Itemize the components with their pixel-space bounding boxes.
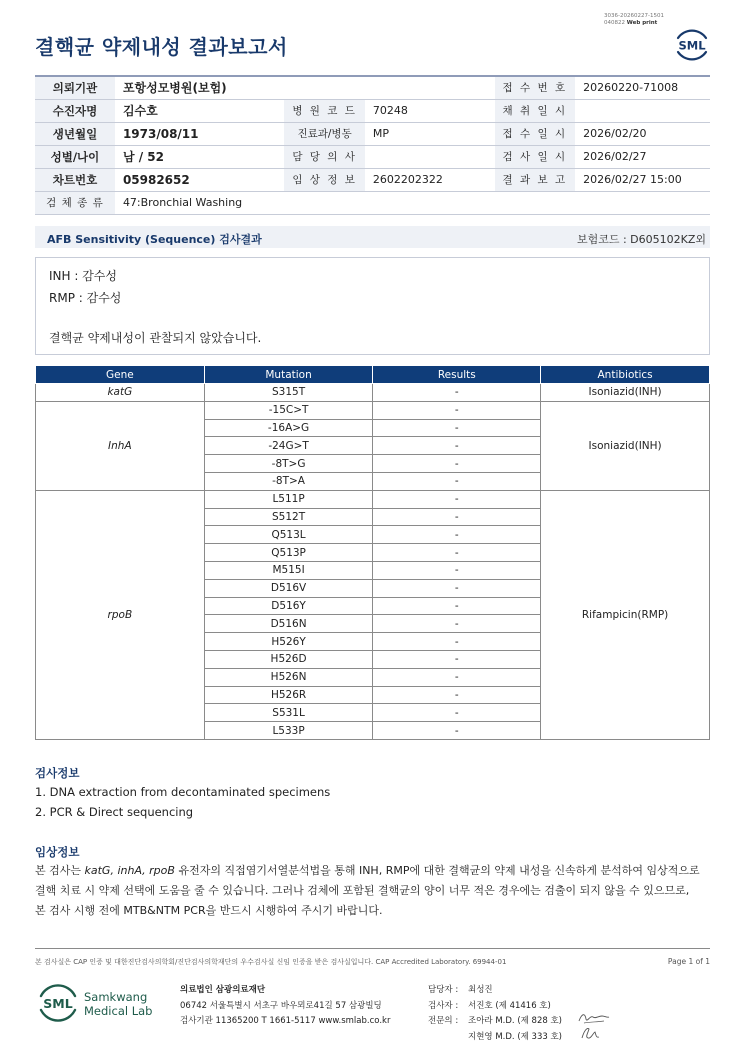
mutation-cell: D516Y (204, 597, 373, 615)
patient-name: 김수호 (115, 99, 284, 122)
chart-number: 05982652 (115, 168, 284, 191)
label-chart-number: 차트번호 (35, 168, 115, 191)
header-mutation: Mutation (204, 366, 373, 384)
hospital-code: 70248 (365, 99, 495, 122)
organization-info (180, 983, 390, 1030)
clinical-line3: 본 검사 시행 전에 MTB&NTM PCR을 반드시 시행하여 주시기 바랍니다. (35, 904, 383, 917)
resistance-conclusion: 결핵균 약제내성이 관찰되지 않았습니다. (49, 331, 262, 345)
result-cell: - (373, 686, 541, 704)
label-physician: 담 당 의 사 (284, 145, 365, 168)
result-cell: - (373, 650, 541, 668)
result-cell: - (373, 561, 541, 579)
clinical-info-text (35, 861, 700, 921)
mutation-cell: H526D (204, 650, 373, 668)
label-department: 진료과/병동 (284, 122, 365, 145)
table-row (36, 384, 710, 402)
staff-role: 전문의 : (428, 1016, 459, 1026)
mutation-cell: S531L (204, 704, 373, 722)
mutation-cell: -15C>T (204, 401, 373, 419)
staff-name: 지현영 M.D. (제 333 호) (468, 1031, 563, 1042)
logo-mark-text: SML (43, 996, 73, 1011)
result-summary-box (35, 257, 710, 355)
result-cell: - (373, 633, 541, 651)
samkwang-logo-icon (38, 982, 158, 1024)
org-name: 의료법인 삼광의료재단 (180, 985, 266, 995)
print-code (604, 13, 664, 26)
result-cell: - (373, 722, 541, 740)
result-cell: - (373, 668, 541, 686)
label-specimen-type: 검 체 종 류 (35, 191, 115, 214)
clinical-line1-prefix: 본 검사는 (35, 864, 85, 877)
org-contact: 검사기관 11365200 T 1661-5117 www.smlab.co.kr (180, 1016, 391, 1026)
logo-line2: Medical Lab (84, 1004, 153, 1018)
gene-cell: InhA (36, 401, 205, 490)
staff-role: 검사자 : (428, 1000, 459, 1011)
label-clinical-info: 임 상 정 보 (284, 168, 365, 191)
signature-1-icon (576, 1010, 610, 1026)
mutation-table (35, 365, 710, 740)
receipt-number: 20260220-71008 (575, 76, 710, 99)
accreditation-note: 본 검사실은 CAP 인증 및 대한진단검사의학회/진단검사의학재단의 우수검사실 신임 인증을 받은 검사실입니다. CAP Accredited Laboratory. 69944-01 (35, 958, 507, 966)
web-print-label: Web print (626, 19, 658, 26)
mutation-cell: Q513L (204, 526, 373, 544)
mutation-cell: L511P (204, 490, 373, 508)
test-info-item: 2. PCR & Direct sequencing (35, 805, 194, 819)
result-cell: - (373, 455, 541, 473)
sml-badge-text: SML (678, 38, 706, 53)
test-info-list (35, 782, 330, 822)
print-code-line2: 040822 (604, 19, 625, 26)
result-cell: - (373, 704, 541, 722)
mutation-cell: -8T>G (204, 455, 373, 473)
department: MP (365, 122, 495, 145)
info-row-2 (35, 99, 710, 122)
specimen-type: 47:Bronchial Washing (115, 191, 710, 214)
receipt-datetime: 2026/02/20 (575, 122, 710, 145)
birth-date: 1973/08/11 (115, 122, 284, 145)
result-cell: - (373, 490, 541, 508)
physician (365, 145, 495, 168)
gene-cell: rpoB (36, 490, 205, 739)
label-receipt-datetime: 접 수 일 시 (495, 122, 576, 145)
org-address: 06742 서울특별시 서초구 바우뫼로41길 57 삼광빌딩 (180, 1000, 382, 1011)
mutation-cell: H526Y (204, 633, 373, 651)
info-row-6 (35, 191, 710, 214)
test-date: 2026/02/27 (575, 145, 710, 168)
info-row-5 (35, 168, 710, 191)
insurance-code: 보험코드 : D605102KZ외 (576, 233, 706, 246)
patient-info-table (35, 75, 710, 215)
info-row-3 (35, 122, 710, 145)
label-result-report: 결 과 보 고 (495, 168, 576, 191)
mutation-cell: D516N (204, 615, 373, 633)
result-cell: - (373, 615, 541, 633)
result-cell: - (373, 401, 541, 419)
requesting-institution: 포항성모병원(보험) (115, 76, 495, 99)
page-number: Page 1 of 1 (667, 957, 710, 966)
staff-row (428, 983, 562, 999)
staff-name: 서진호 (제 41416 호) (468, 1000, 551, 1011)
staff-info (428, 983, 562, 1045)
table-row (36, 490, 710, 508)
result-cell: - (373, 579, 541, 597)
staff-name: 최성진 (468, 985, 493, 995)
mutation-cell: -24G>T (204, 437, 373, 455)
result-report: 2026/02/27 15:00 (575, 168, 710, 191)
result-cell: - (373, 526, 541, 544)
staff-row (428, 1014, 562, 1030)
inh-result: INH : 감수성 (49, 269, 117, 283)
clinical-info: 2602202322 (365, 168, 495, 191)
result-cell: - (373, 472, 541, 490)
print-code-line1: 3036-20260227-1501 (604, 13, 664, 19)
mutation-cell: Q513P (204, 544, 373, 562)
antibiotic-cell: Rifampicin(RMP) (541, 490, 710, 739)
result-cell: - (373, 508, 541, 526)
label-birth-date: 생년월일 (35, 122, 115, 145)
header-antibiotics: Antibiotics (541, 366, 710, 384)
mutation-cell: H526R (204, 686, 373, 704)
staff-role: 담당자 : (428, 985, 459, 995)
logo-line1: Samkwang (84, 990, 148, 1004)
mutation-cell: D516V (204, 579, 373, 597)
staff-name: 조아라 M.D. (제 828 호) (468, 1016, 563, 1026)
signature-2-icon (576, 1025, 610, 1041)
clinical-line1-suffix: 유전자의 직접염기서열분석법을 통해 INH, RMP에 대한 결핵균의 약제 내성을 신속하게 분석하여 임상적으로 (174, 864, 700, 877)
label-receipt-number: 접 수 번 호 (495, 76, 576, 99)
mutation-cell: -16A>G (204, 419, 373, 437)
clinical-info-title: 임상정보 (35, 845, 80, 859)
label-collection-datetime: 채 취 일 시 (495, 99, 576, 122)
label-requesting-institution: 의뢰기관 (35, 76, 115, 99)
mutation-cell: M515I (204, 561, 373, 579)
mutation-cell: L533P (204, 722, 373, 740)
afb-result-bar (35, 226, 710, 248)
clinical-genes: katG, inhA, rpoB (84, 864, 175, 877)
table-row (36, 401, 710, 419)
result-cell: - (373, 437, 541, 455)
header-results: Results (373, 366, 541, 384)
result-cell: - (373, 419, 541, 437)
test-info-item: 1. DNA extraction from decontaminated specimens (35, 785, 331, 799)
info-row-4 (35, 145, 710, 168)
info-row-1 (35, 76, 710, 99)
staff-row (428, 999, 562, 1015)
label-sex-age: 성별/나이 (35, 145, 115, 168)
collection-datetime (575, 99, 710, 122)
gene-cell: katG (36, 384, 205, 402)
sex-age: 남 / 52 (115, 145, 284, 168)
label-patient-name: 수진자명 (35, 99, 115, 122)
result-cell: - (373, 597, 541, 615)
result-cell: - (373, 384, 541, 402)
page-title: 결핵균 약제내성 결과보고서 (35, 35, 288, 59)
mutation-table-header (36, 366, 710, 384)
mutation-cell: H526N (204, 668, 373, 686)
test-info-title: 검사정보 (35, 766, 80, 780)
afb-title: AFB Sensitivity (Sequence) 검사결과 (47, 233, 262, 246)
antibiotic-cell: Isoniazid(INH) (541, 384, 710, 402)
header-gene: Gene (36, 366, 205, 384)
antibiotic-cell: Isoniazid(INH) (541, 401, 710, 490)
label-hospital-code: 병 원 코 드 (284, 99, 365, 122)
label-test-date: 검 사 일 시 (495, 145, 576, 168)
mutation-cell: S315T (204, 384, 373, 402)
clinical-line2: 결핵 치료 시 약제 선택에 도움을 줄 수 있습니다. 그러나 검체에 포함된 결핵균의 양이 너무 적은 경우에는 검출이 되지 않을 수 있으므로, (35, 884, 690, 897)
mutation-cell: -8T>A (204, 472, 373, 490)
footer-divider (35, 948, 710, 949)
result-cell: - (373, 544, 541, 562)
mutation-cell: S512T (204, 508, 373, 526)
staff-row (428, 1030, 562, 1046)
sml-badge-icon (672, 25, 712, 65)
rmp-result: RMP : 감수성 (49, 291, 122, 305)
